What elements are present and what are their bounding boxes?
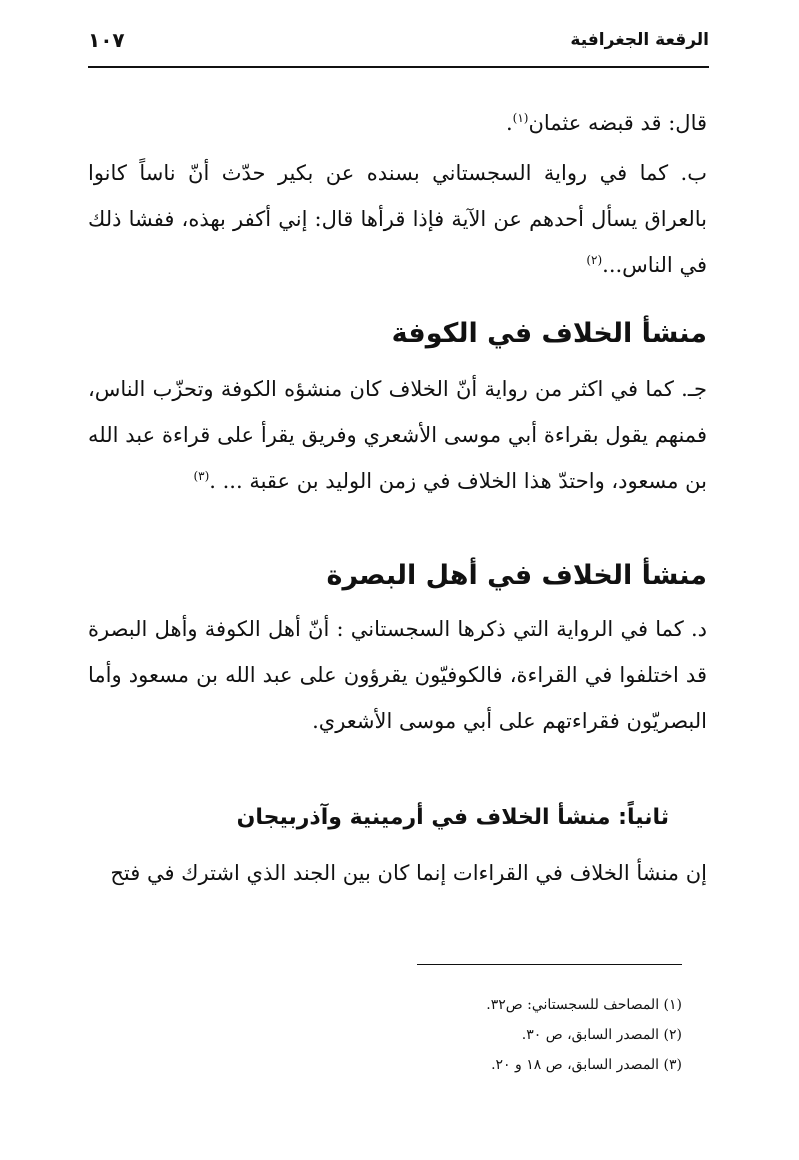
paragraph-2 — [88, 150, 707, 288]
paragraph-2-text: ب. كما في رواية السجستاني بسنده عن بكير حدّث أنّ ناساً كانوا بالعراق يسأل أحدهم عن الآية فإذا قرأها قال: إني أكفر بهذه، ففشا ذلك في الناس... — [88, 161, 707, 277]
paragraph-5: إن منشأ الخلاف في القراءات إنما كان بين الجند الذي اشترك في فتح — [110, 861, 707, 885]
heading-basra: منشأ الخلاف في أهل البصرة — [326, 560, 707, 591]
running-header — [88, 26, 709, 68]
paragraph-1-text: قال: قد قبضه عثمان — [528, 111, 707, 135]
page-number: ١٠٧ — [88, 28, 125, 52]
paragraph-1 — [88, 100, 707, 146]
heading-armenia: ثانياً: منشأ الخلاف في أرمينية وآذربيجان — [236, 805, 669, 830]
footnote-ref-1: (١) — [512, 111, 529, 125]
paragraph-3-text: جـ. كما في اكثر من رواية أنّ الخلاف كان منشؤه الكوفة وتحزّب الناس، فمنهم يقول بقراءة أبي موسى الأشعري وفريق يقرأ على قراءة عبد الله بن مسعود، واحتدّ هذا الخلاف في زمن الوليد بن عقبة ... . — [88, 377, 707, 493]
footnote-divider — [417, 964, 682, 965]
footnote-2: (٢) المصدر السابق، ص ٣٠. — [521, 1027, 682, 1043]
paragraph-4: د. كما في الرواية التي ذكرها السجستاني : أنّ أهل الكوفة وأهل البصرة قد اختلفوا في القراءة، فالكوفيّون يقرؤون على عبد الله بن مسعود وأما البصريّون فقراءتهم على أبي موسى الأشعري. — [88, 617, 707, 733]
footnote-ref-3: (٣) — [193, 469, 210, 483]
paragraph-3 — [88, 366, 707, 504]
footnotes — [282, 990, 682, 1080]
heading-kufa: منشأ الخلاف في الكوفة — [391, 318, 707, 349]
footnote-1: (١) المصاحف للسجستاني: ص٣٢. — [486, 997, 682, 1013]
footnote-3: (٣) المصدر السابق، ص ١٨ و ٢٠. — [491, 1057, 682, 1073]
footnote-ref-2: (٢) — [586, 253, 603, 267]
header-title: الرقعة الجغرافية — [570, 30, 709, 50]
paragraph-1-end: . — [505, 111, 513, 135]
